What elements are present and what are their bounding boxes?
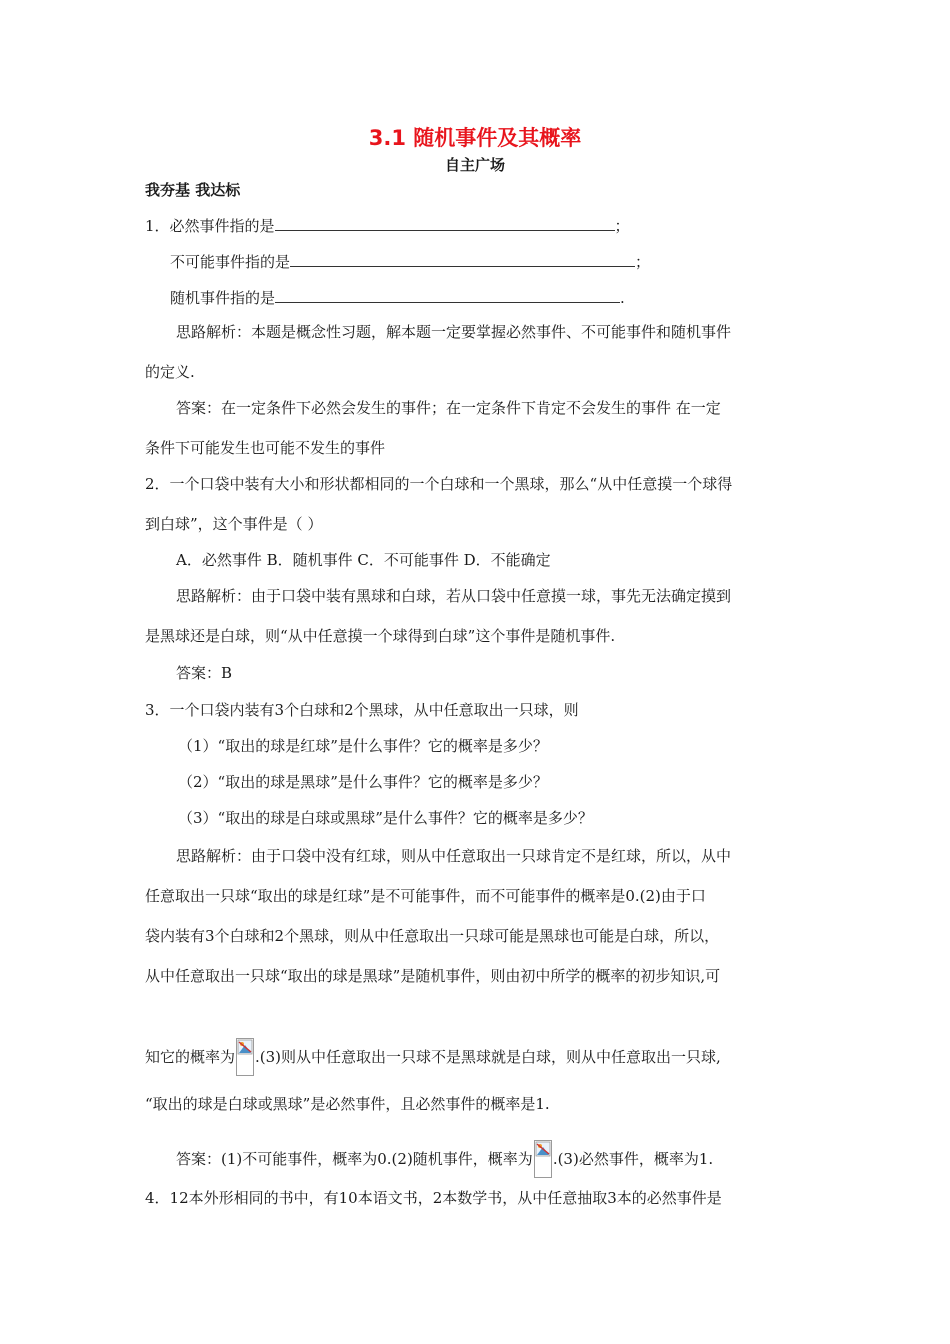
broken-image-icon: [236, 1038, 254, 1076]
q3-sub1: （1）“取出的球是红球”是什么事件？它的概率是多少？: [178, 737, 548, 755]
q1-line3: [170, 286, 625, 308]
q4-stem: 4．12本外形相同的书中，有10本语文书，2本数学书，从中任意抽取3本的必然事件是: [145, 1189, 722, 1207]
page-title: 3.1 随机事件及其概率: [368, 126, 582, 150]
q1-line3-end: .: [620, 289, 625, 307]
q1-line1-end: ；: [614, 217, 630, 235]
q1-analysis-b: 的定义.: [145, 363, 195, 381]
q1-line2: [170, 250, 650, 272]
q1-blank3: [275, 286, 620, 303]
q3-answer-2: .(3)必然事件，概率为1.: [552, 1150, 714, 1168]
q2-stem-b: 到白球”，这个事件是（ ）: [145, 515, 323, 533]
q3-analysis-c: 袋内装有3个白球和2个黑球，则从中任意取出一只球可能是黑球也可能是白球，所以，: [145, 927, 720, 945]
q1-line1-text: 1．必然事件指的是: [145, 217, 275, 235]
q1-blank2: [290, 250, 635, 267]
q2-analysis-a: 思路解析：由于口袋中装有黑球和白球，若从口袋中任意摸一球，事先无法确定摸到: [176, 587, 732, 605]
q1-line2-text: 不可能事件指的是: [170, 253, 291, 271]
q1-line3-text: 随机事件指的是: [170, 289, 276, 307]
section-heading: 我夯基 我达标: [145, 181, 241, 199]
broken-image-icon: [534, 1140, 552, 1178]
q3-analysis-b: 任意取出一只球“取出的球是红球”是不可能事件，而不可能事件的概率是0.(2)由于口: [145, 887, 706, 905]
q1-line1: [145, 214, 630, 236]
q1-answer-b: 条件下可能发生也可能不发生的事件: [145, 439, 386, 457]
page-subtitle: 自主广场: [444, 156, 505, 174]
q2-stem-a: 2．一个口袋中装有大小和形状都相同的一个白球和一个黑球，那么“从中任意摸一个球得: [145, 475, 733, 493]
q2-answer: 答案：B: [176, 664, 233, 682]
q3-analysis-e2: .(3)则从中任意取出一只球不是黑球就是白球，则从中任意取出一只球,: [255, 1048, 721, 1066]
q1-blank1: [275, 214, 615, 231]
q3-analysis-e: [145, 1038, 721, 1076]
q3-sub3: （3）“取出的球是白球或黑球”是什么事件？它的概率是多少？: [178, 809, 593, 827]
q3-analysis-f: “取出的球是白球或黑球”是必然事件，且必然事件的概率是1.: [145, 1095, 550, 1113]
q3-answer: [176, 1140, 713, 1178]
q1-answer-a: 答案：在一定条件下必然会发生的事件；在一定条件下肯定不会发生的事件 在一定: [176, 399, 721, 417]
q3-analysis-d: 从中任意取出一只球“取出的球是黑球”是随机事件，则由初中所学的概率的初步知识,可: [145, 967, 721, 985]
q3-analysis-a: 思路解析：由于口袋中没有红球，则从中任意取出一只球肯定不是红球，所以，从中: [176, 847, 732, 865]
q2-analysis-b: 是黑球还是白球，则“从中任意摸一个球得到白球”这个事件是随机事件.: [145, 627, 616, 645]
q3-sub2: （2）“取出的球是黑球”是什么事件？它的概率是多少？: [178, 773, 548, 791]
q1-line2-end: ；: [635, 253, 651, 271]
q3-answer-1: 答案：(1)不可能事件，概率为0.(2)随机事件，概率为: [176, 1150, 533, 1168]
q2-options: A．必然事件 B．随机事件 C．不可能事件 D．不能确定: [176, 551, 551, 569]
q1-analysis-a: 思路解析：本题是概念性习题，解本题一定要掌握必然事件、不可能事件和随机事件: [176, 323, 732, 341]
q3-analysis-e1: 知它的概率为: [145, 1048, 236, 1066]
q3-stem: 3．一个口袋内装有3个白球和2个黑球，从中任意取出一只球，则: [145, 701, 579, 719]
